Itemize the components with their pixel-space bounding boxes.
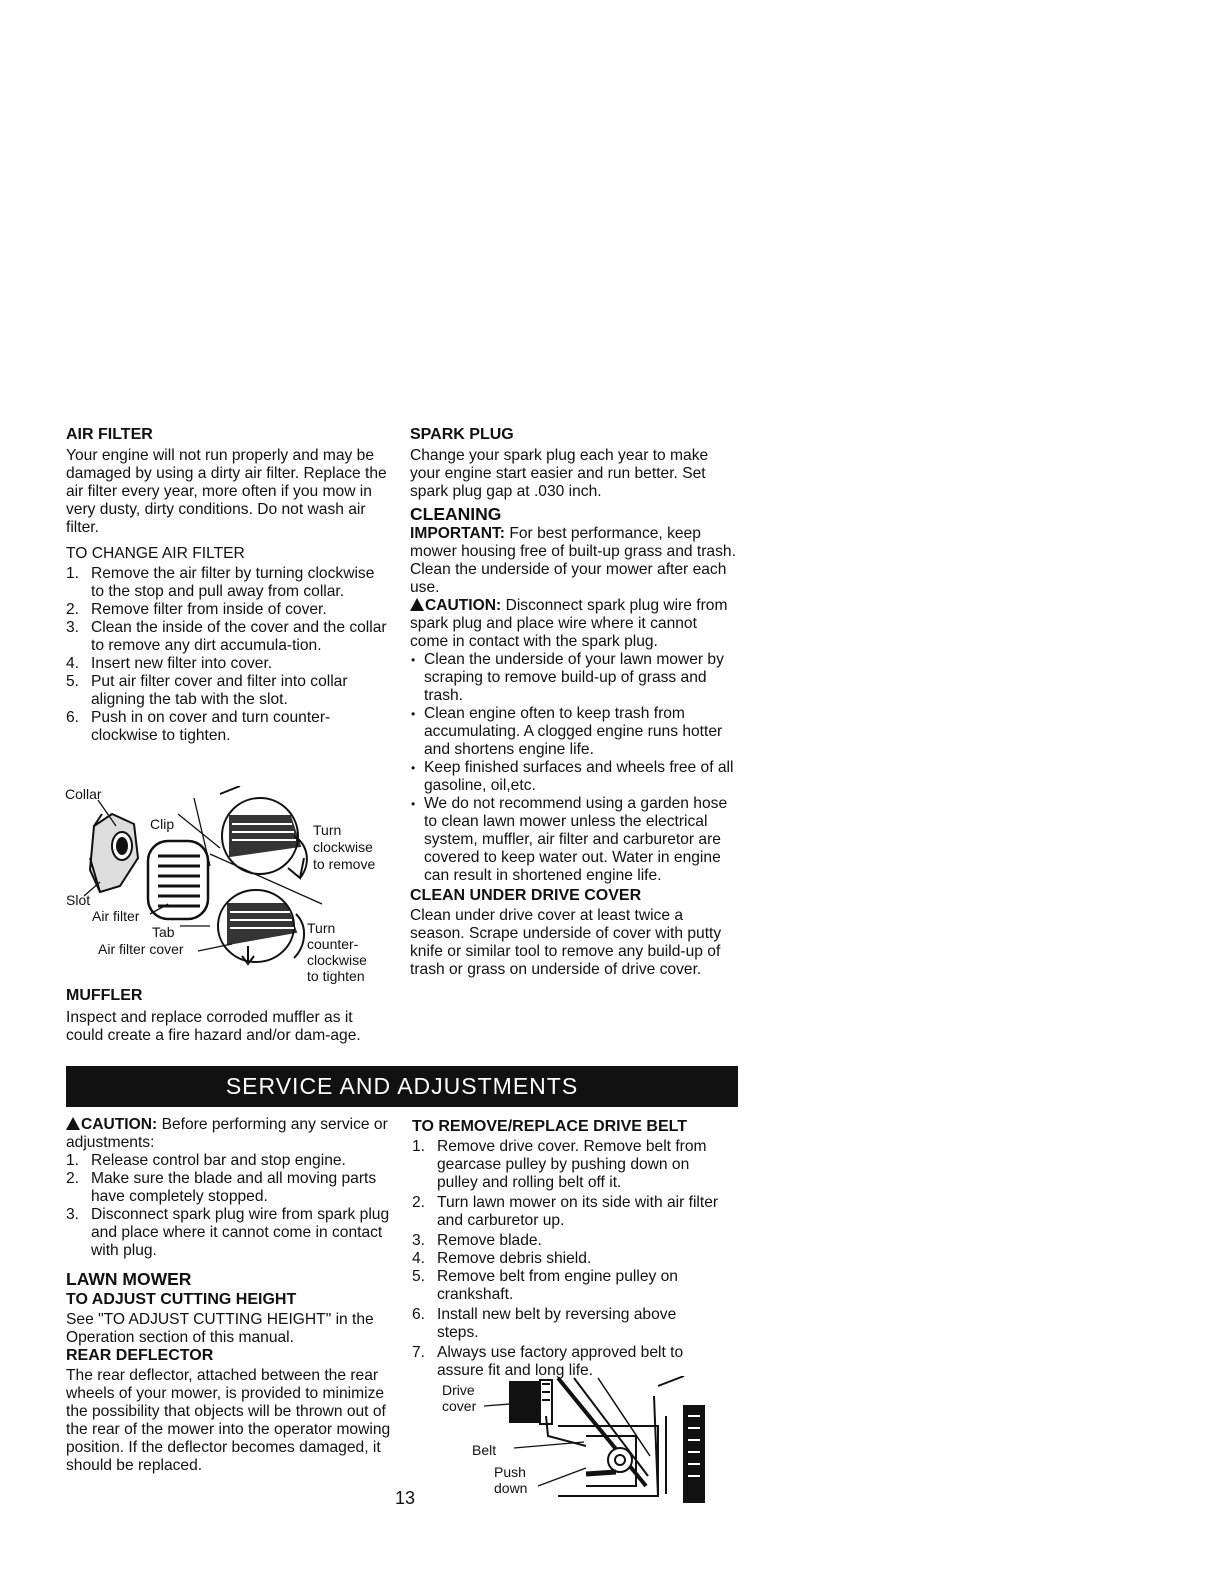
spark-plug-body: Change your spark plug each year to make your engine start easier and run better. Set spark plug gap at .030 inch. (410, 447, 709, 500)
lower-left-column (66, 1116, 392, 1475)
list-item: 2. Turn lawn mower on its side with air filter and carburetor up. (412, 1194, 719, 1229)
label-slot: Slot (66, 892, 91, 908)
air-filter-body: Your engine will not run properly and may be damaged by using a dirty air filter. Replace the air filter every year, more often if you mow in very dusty, dirty conditions. Do not wash air filter. (66, 447, 387, 536)
list-item: 6. Install new belt by reversing above steps. (412, 1306, 677, 1341)
drive-belt-figure (436, 1376, 710, 1506)
important-label: IMPORTANT: (410, 525, 505, 542)
page-number: 13 (395, 1488, 416, 1508)
label-tab: Tab (152, 924, 175, 940)
caution-text: Disconnect spark plug wire from spark plug and place wire where it cannot come in contact with the spark plug. (410, 597, 728, 650)
cleaning-caution (410, 597, 738, 651)
label-drive: Drive (442, 1382, 475, 1398)
label-down: down (494, 1480, 528, 1496)
list-item: 6. Push in on cover and turn counter-clockwise to tighten. (66, 709, 331, 744)
air-filter-section (66, 426, 388, 745)
list-item: • Clean the underside of your lawn mower by scraping to remove build-up of grass and trash. (410, 651, 738, 705)
drive-cover-body: Clean under drive cover at least twice a season. Scrape underside of cover with putty knife or similar tool to remove any build-up of trash or grass on underside of drive cover. (410, 907, 722, 978)
label-air-filter: Air filter (92, 908, 140, 924)
muffler-heading: MUFFLER (66, 987, 143, 1004)
list-item: 5. Put air filter cover and filter into collar aligning the tab with the slot. (66, 673, 348, 708)
rear-deflector-heading: REAR DEFLECTOR (66, 1347, 214, 1364)
warning-icon (410, 598, 424, 611)
muffler-section (66, 987, 392, 1045)
label-air-filter-cover: Air filter cover (98, 941, 184, 957)
important-text: For best performance, keep mower housing free of built-up grass and trash. Clean the underside of your mower after each use. (410, 525, 736, 596)
label-turn-ccw-1: Turn (307, 920, 336, 936)
air-filter-figure (60, 786, 390, 986)
label-turn-ccw-3: clockwise (307, 952, 367, 968)
caution-label: CAUTION: (425, 597, 502, 614)
label-clip: Clip (150, 816, 175, 832)
cutting-height-heading: TO ADJUST CUTTING HEIGHT (66, 1291, 297, 1308)
change-air-filter-subheading: TO CHANGE AIR FILTER (66, 545, 245, 562)
list-item: 4. Remove debris shield. (412, 1250, 592, 1267)
list-item: 5. Remove belt from engine pulley on crankshaft. (412, 1268, 678, 1303)
list-item: 1. Release control bar and stop engine. (66, 1152, 346, 1169)
service-caution (66, 1116, 392, 1152)
list-item: • Keep finished surfaces and wheels free of all gasoline, oil,etc. (410, 759, 738, 795)
label-belt: Belt (472, 1442, 497, 1458)
lower-right-column (412, 1118, 722, 1380)
list-item: 4. Insert new filter into cover. (66, 655, 273, 672)
cutting-height-body: See "TO ADJUST CUTTING HEIGHT" in the Operation section of this manual. (66, 1311, 374, 1346)
section-banner: SERVICE AND ADJUSTMENTS (66, 1066, 738, 1107)
warning-icon (66, 1117, 80, 1130)
lawn-mower-heading: LAWN MOWER (66, 1269, 192, 1289)
list-item: 2. Make sure the blade and all moving parts have completely stopped. (66, 1170, 377, 1205)
cleaning-important (410, 525, 738, 597)
cleaning-bullets (410, 651, 738, 885)
label-turn-ccw-4: to tighten (307, 968, 365, 984)
list-item: 1. Remove the air filter by turning clockwise to the stop and pull away from collar. (66, 565, 375, 600)
caution-text: Before performing any service or adjustments: (66, 1116, 388, 1151)
list-item: • Clean engine often to keep trash from accumulating. A clogged engine runs hotter and shortens engine life. (410, 705, 738, 759)
caution-label: CAUTION: (81, 1116, 158, 1133)
air-filter-steps (66, 565, 388, 745)
service-steps (66, 1152, 392, 1260)
list-item: 3. Remove blade. (412, 1232, 542, 1249)
list-item: 1. Remove drive cover. Remove belt from gearcase pulley by pushing down on pulley and rolling belt off it. (412, 1138, 707, 1191)
list-item: 7. Always use factory approved belt to assure fit and long life. (412, 1344, 684, 1379)
label-push: Push (494, 1464, 526, 1480)
list-item: • We do not recommend using a garden hose to clean lawn mower unless the electrical system, muffler, air filter and carburetor are covered to keep water out. Water in engine can result in shortened engine life. (410, 795, 738, 885)
list-item: 3. Disconnect spark plug wire from spark plug and place where it cannot come in contact with plug. (66, 1206, 390, 1259)
spark-plug-heading: SPARK PLUG (410, 426, 514, 443)
muffler-body: Inspect and replace corroded muffler as it could create a fire hazard and/or dam-age. (66, 1009, 361, 1044)
label-cover: cover (442, 1398, 477, 1414)
label-turn-cw-2: clockwise (313, 839, 373, 855)
label-turn-cw-3: to remove (313, 856, 376, 872)
air-filter-heading: AIR FILTER (66, 426, 153, 443)
list-item: 3. Clean the inside of the cover and the collar to remove any dirt accumula-tion. (66, 619, 387, 654)
drive-belt-steps (412, 1138, 722, 1380)
label-turn-cw-1: Turn (313, 822, 342, 838)
right-upper-column (410, 426, 738, 979)
cleaning-heading: CLEANING (410, 504, 502, 524)
list-item: 2. Remove filter from inside of cover. (66, 601, 327, 618)
drive-cover-heading: CLEAN UNDER DRIVE COVER (410, 887, 642, 904)
drive-belt-diagram (436, 1376, 710, 1506)
rear-deflector-body: The rear deflector, attached between the rear wheels of your mower, is provided to minimize the possibility that objects will be thrown out of the rear of the mower into the operator mowing position. If the deflector becomes damaged, it should be replaced. (66, 1367, 391, 1474)
label-collar: Collar (65, 786, 102, 802)
label-turn-ccw-2: counter- (307, 936, 359, 952)
drive-belt-heading: TO REMOVE/REPLACE DRIVE BELT (412, 1118, 687, 1135)
